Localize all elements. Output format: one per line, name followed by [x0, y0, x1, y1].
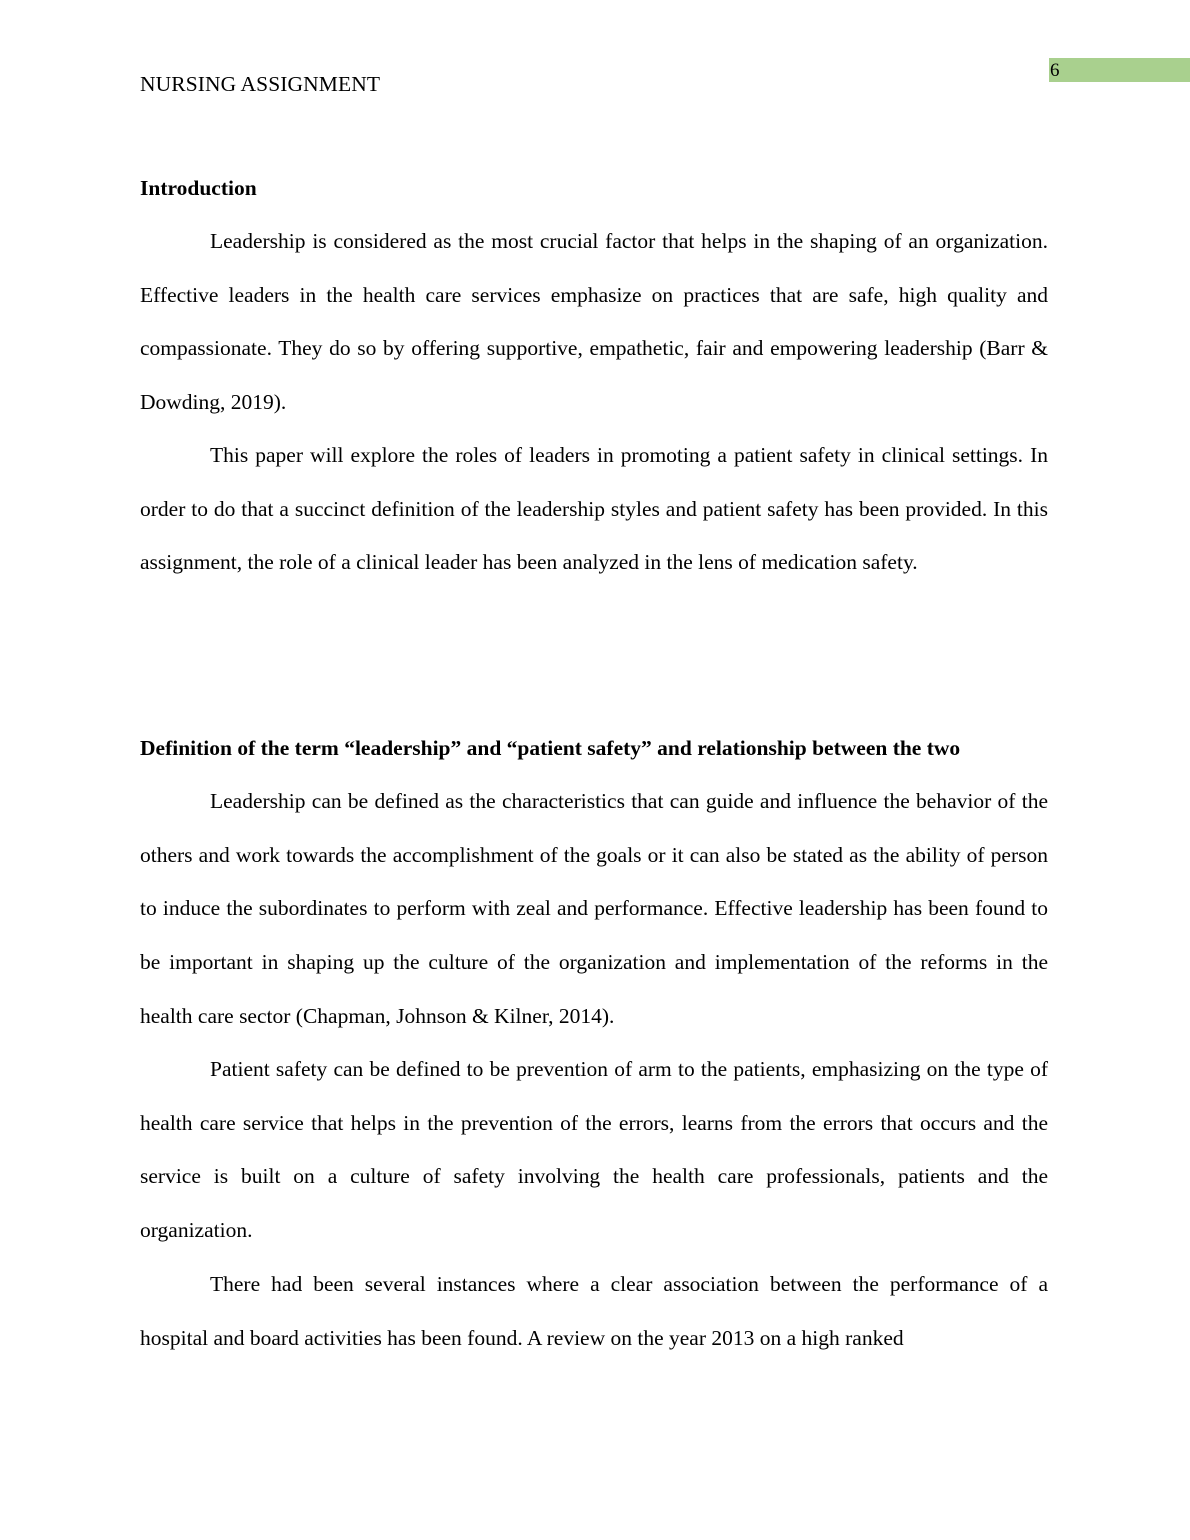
running-head: NURSING ASSIGNMENT: [140, 72, 381, 96]
section-heading-definition: Definition of the term “leadership” and “patient safety” and relationship between the two: [140, 736, 961, 760]
page-number-highlight: [1049, 58, 1190, 82]
page-number: 6: [1050, 60, 1060, 81]
paragraph-intro-1: Leadership is considered as the most crucial factor that helps in the shaping of an organization. Effective leaders in the health care services emphasize on practices that are safe, high quality and compassionate. They do so by offering supportive, empathetic, fair and empowering leadership (Barr & Dowding, 2019).: [140, 229, 1048, 415]
section-heading-introduction: Introduction: [140, 176, 257, 200]
paragraph-intro-2: This paper will explore the roles of leaders in promoting a patient safety in clinical settings. In order to do that a succinct definition of the leadership styles and patient safety has been provided. In this assignment, the role of a clinical leader has been analyzed in the lens of medication safety.: [140, 443, 1048, 575]
paragraph-definition-3: There had been several instances where a clear association between the performance of a hospital and board activities has been found. A review on the year 2013 on a high ranked: [140, 1272, 1048, 1350]
paragraph-definition-1: Leadership can be defined as the characteristics that can guide and influence the behavior of the others and work towards the accomplishment of the goals or it can also be stated as the ability of person to induce the subordinates to perform with zeal and performance. Effective leadership has been found to be important in shaping up the culture of the organization and implementation of the reforms in the health care sector (Chapman, Johnson & Kilner, 2014).: [140, 789, 1048, 1028]
paragraph-definition-2: Patient safety can be defined to be prevention of arm to the patients, emphasizing on the type of health care service that helps in the prevention of the errors, learns from the errors that occurs and the service is built on a culture of safety involving the health care professionals, patients and the organization.: [140, 1057, 1048, 1243]
